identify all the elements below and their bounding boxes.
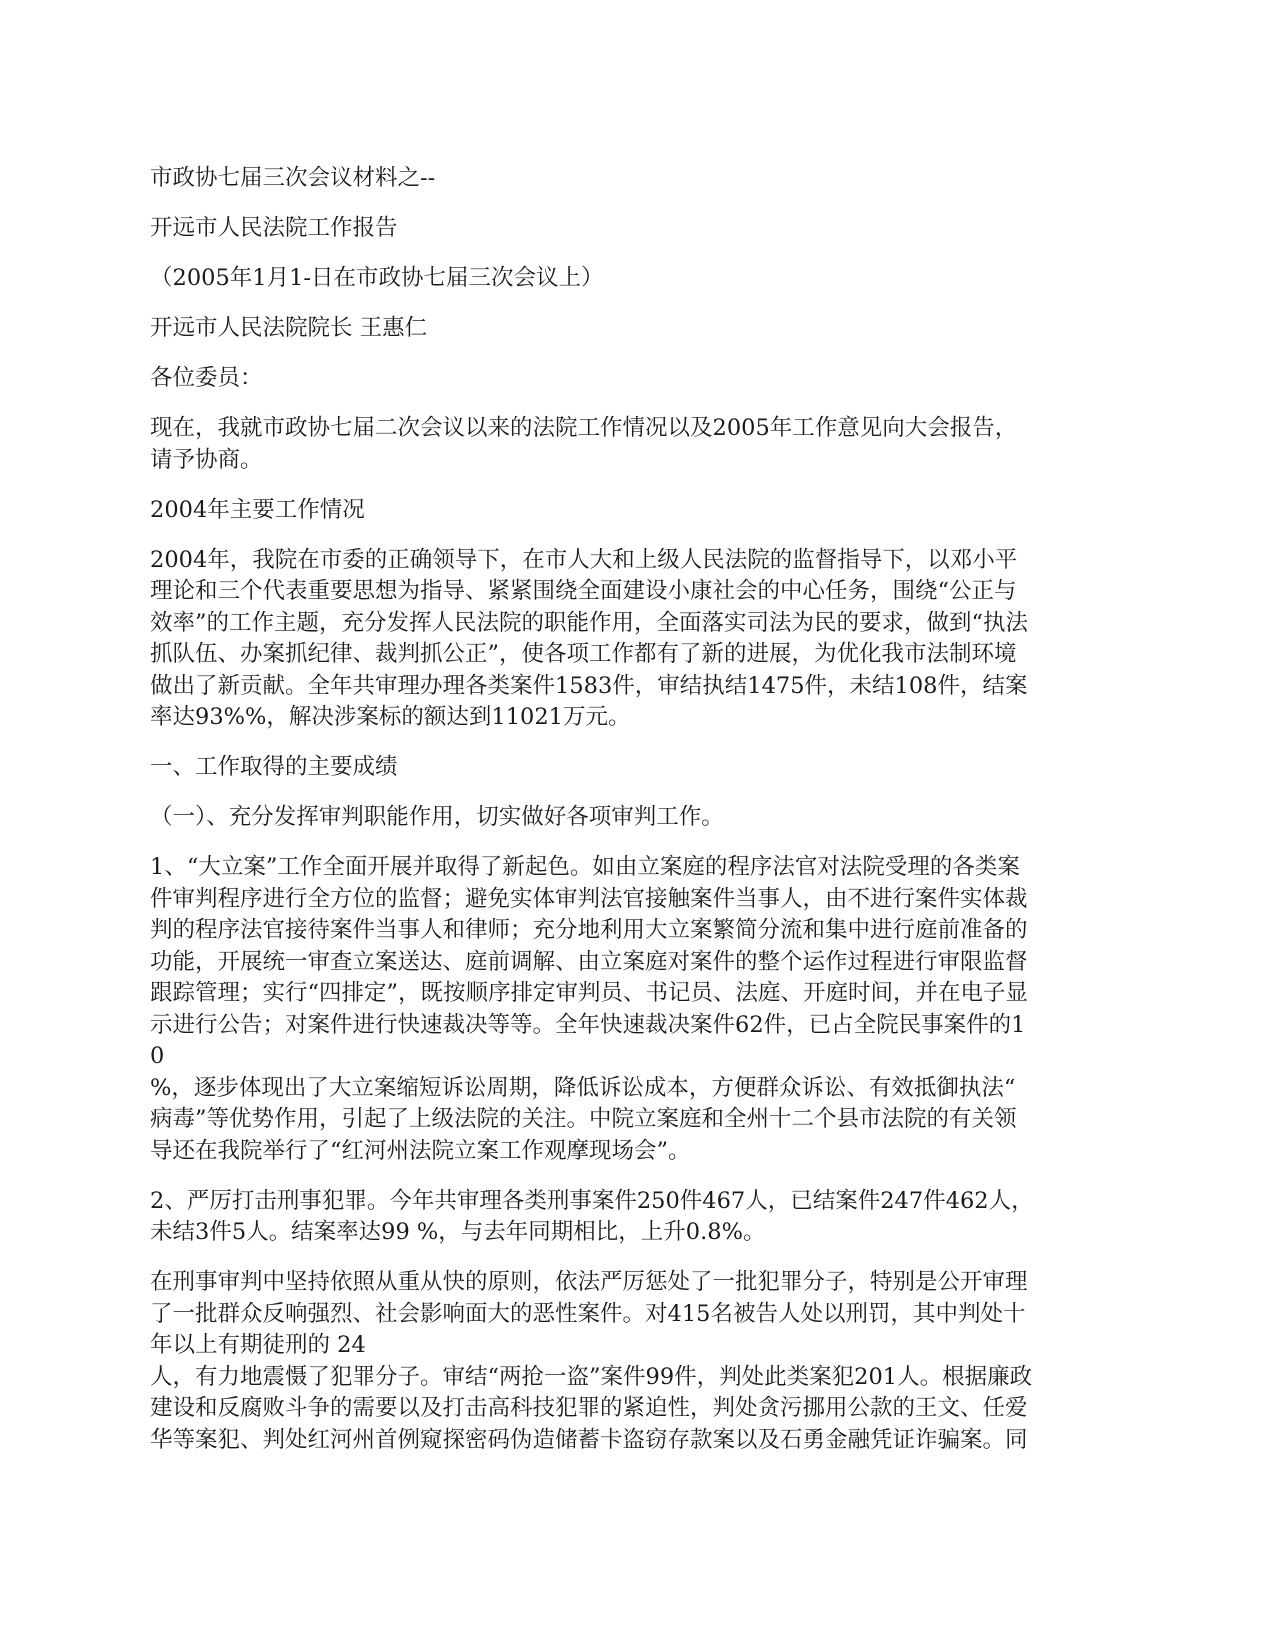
text-line: 2004年，我院在市委的正确领导下，在市人大和上级人民法院的监督指导下，以邓小平 [150, 546, 1018, 573]
paragraph [150, 852, 1125, 1167]
text-line: 建设和反腐败斗争的需要以及打击高科技犯罪的紧迫性，判处贪污挪用公款的王文、任爱 [150, 1395, 1028, 1421]
text-line: 华等案犯、判处红河州首例窥探密码伪造储蓄卡盗窃存款案以及石勇金融凭证诈骗案。同 [150, 1426, 1028, 1453]
text-line: 1、“大立案”工作全面开展并取得了新起色。如由立案庭的程序法官对法院受理的各类案 [150, 854, 1020, 880]
text-line: （一）、充分发挥审判职能作用，切实做好各项审判工作。 [150, 804, 724, 830]
text-line: 件审判程序进行全方位的监督；避免实体审判法官接触案件当事人，由不进行案件实体裁 [150, 885, 1028, 912]
paragraph [150, 545, 1125, 734]
text-line: 人，有力地震慑了犯罪分子。审结“两抢一盗”案件99件，判处此类案犯201人。根据廉政 [150, 1363, 1033, 1390]
text-line: 在刑事审判中坚持依照从重从快的原则，依法严厉惩处了一批犯罪分子，特别是公开审理 [150, 1269, 1028, 1295]
text-line: 一、工作取得的主要成绩 [150, 754, 398, 780]
text-line: 了一批群众反响强烈、社会影响面大的恶性案件。对415名被告人处以刑罚，其中判处十 [150, 1300, 1026, 1327]
text-line: 抓队伍、办案抓纪律、裁判抓公正”，使各项工作都有了新的进展，为优化我市法制环境 [150, 641, 1017, 667]
text-line: 病毒”等优势作用，引起了上级法院的关注。中院立案庭和全州十二个县市法院的有关领 [150, 1106, 1017, 1132]
paragraph [150, 1186, 1125, 1249]
text-line: 做出了新贡献。全年共审理办理各类案件1583件，审结执结1475件，未结108件，结案 [150, 672, 1028, 699]
paragraph [150, 413, 1125, 476]
text-line: 0 [150, 1043, 165, 1069]
text-line: 开远市人民法院院长 王惠仁 [150, 315, 428, 341]
text-line: %，逐步体现出了大立案缩短诉讼周期，降低诉讼成本，方便群众诉讼、有效抵御执法“ [150, 1074, 1016, 1101]
text-line: 年以上有期徒刑的 24 [150, 1332, 366, 1358]
text-line: 2、严厉打击刑事犯罪。今年共审理各类刑事案件250件467人，已结案件247件462人， [150, 1187, 1034, 1214]
paragraph [150, 263, 1125, 295]
paragraph [150, 163, 1125, 195]
text-line: 各位委员： [150, 365, 263, 391]
text-line: 跟踪管理；实行“四排定”，既按顺序排定审判员、书记员、法庭、开庭时间，并在电子显 [150, 980, 1029, 1006]
paragraph [150, 802, 1125, 834]
paragraph [150, 363, 1125, 395]
text-line: 示进行公告；对案件进行快速裁决等等。全年快速裁决案件62件，已占全院民事案件的1 [150, 1011, 1026, 1038]
paragraph [150, 752, 1125, 784]
document-page [150, 163, 1125, 1475]
text-line: 效率”的工作主题，充分发挥人民法院的职能作用，全面落实司法为民的要求，做到“执法 [150, 609, 1029, 636]
text-line: 开远市人民法院工作报告 [150, 215, 398, 241]
text-line: （2005年1月1-日在市政协七届三次会议上） [150, 265, 604, 291]
paragraph [150, 313, 1125, 345]
text-line: 功能，开展统一审查立案送达、庭前调解、由立案庭对案件的整个运作过程进行审限监督 [150, 948, 1028, 975]
text-line: 请予协商。 [150, 446, 263, 473]
text-line: 理论和三个代表重要思想为指导、紧紧围绕全面建设小康社会的中心任务，围绕“公正与 [150, 578, 1017, 604]
text-line: 未结3件5人。结案率达99 %，与去年同期相比，上升0.8%。 [150, 1219, 766, 1245]
text-line: 现在，我就市政协七届二次会议以来的法院工作情况以及2005年工作意见向大会报告， [150, 415, 1018, 441]
text-line: 导还在我院举行了“红河州法院立案工作观摩现场会”。 [150, 1137, 691, 1164]
paragraph [150, 213, 1125, 245]
paragraph [150, 495, 1125, 527]
text-line: 率达93%%，解决涉案标的额达到11021万元。 [150, 704, 631, 730]
paragraph [150, 1267, 1125, 1456]
text-line: 市政协七届三次会议材料之-- [150, 165, 436, 191]
text-line: 判的程序法官接待案件当事人和律师；充分地利用大立案繁简分流和集中进行庭前准备的 [150, 917, 1028, 943]
text-line: 2004年主要工作情况 [150, 496, 365, 523]
